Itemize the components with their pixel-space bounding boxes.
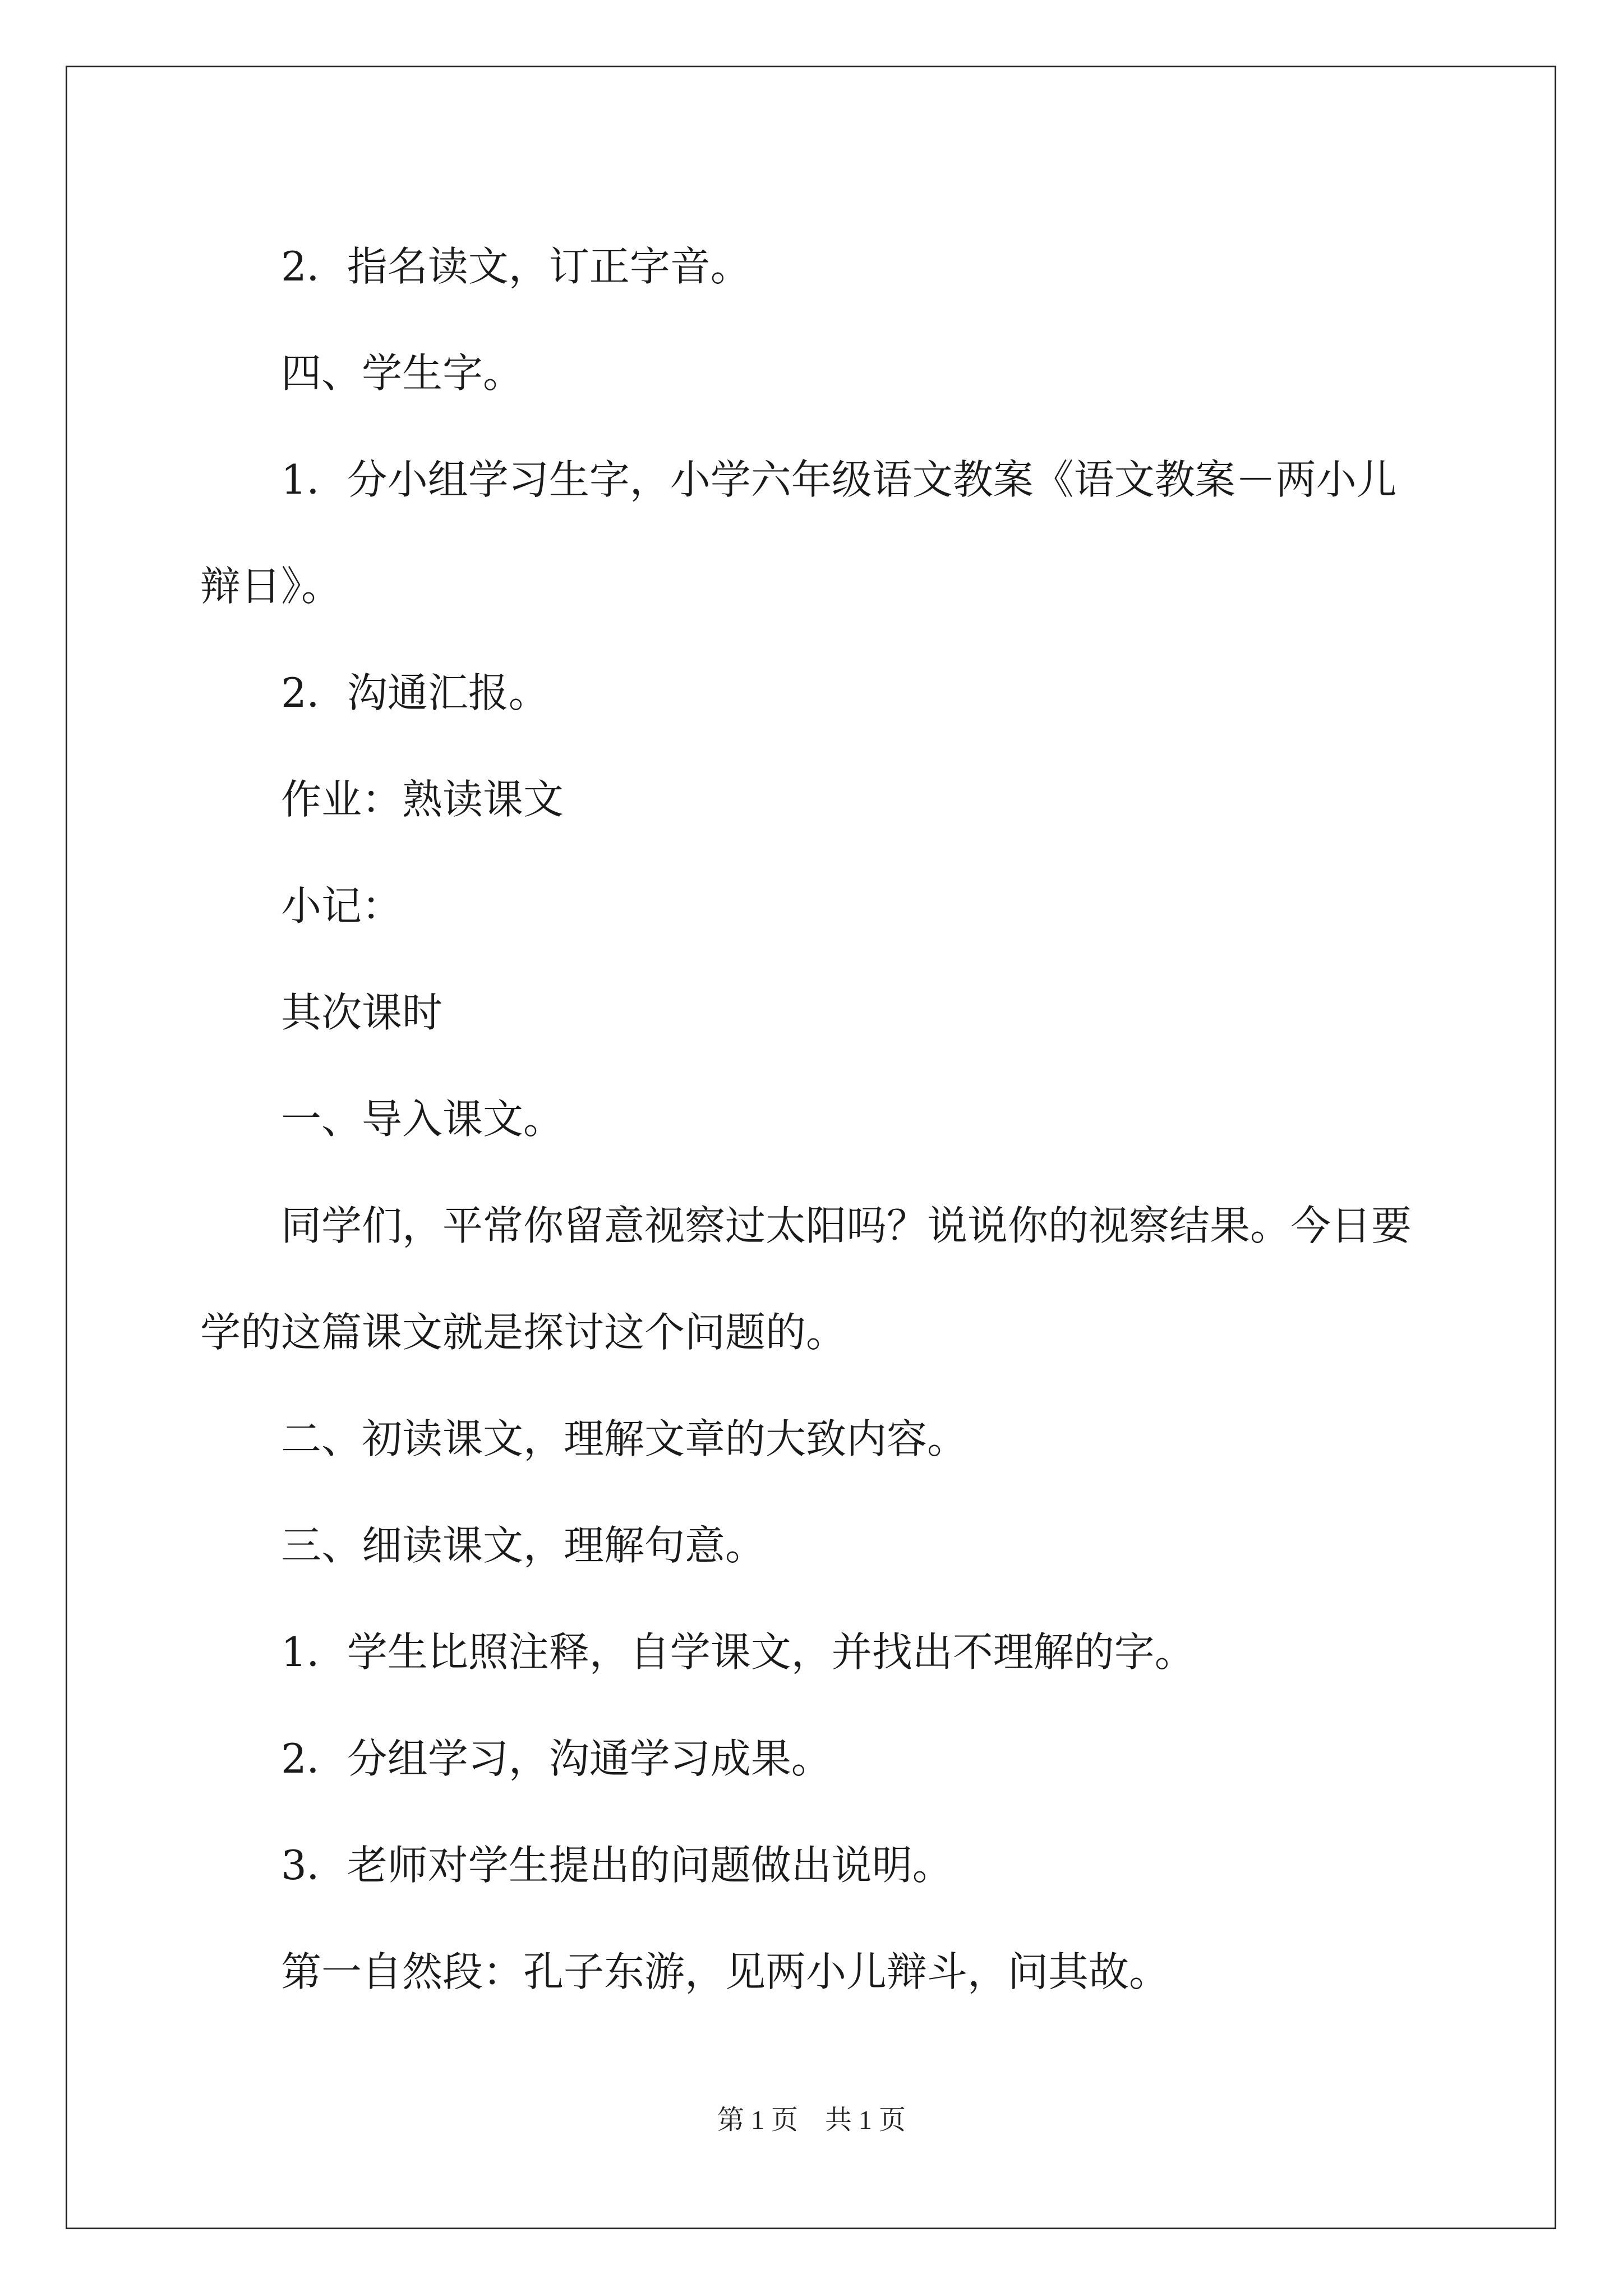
paragraph: 其次课时 [281, 989, 443, 1036]
paragraph: 二、初读课文，理解文章的大致内容。 [281, 1415, 968, 1462]
paragraph: 小记： [281, 882, 403, 930]
paragraph: 第一自然段：孔子东游，见两小儿辩斗，问其故。 [281, 1948, 1170, 1995]
paragraph: 1．分小组学习生字，小学六年级语文教案《语文教案－两小儿辩日》。 [200, 456, 1397, 610]
paragraph: 四、学生字。 [281, 349, 524, 397]
paragraph: 2．指名读文，订正字音。 [281, 243, 751, 290]
paragraph: 3．老师对学生提出的问题做出说明。 [281, 1842, 953, 1889]
page-number-footer: 第 1 页 共 1 页 [717, 2105, 906, 2135]
paragraph: 同学们，平常你留意视察过太阳吗？说说你的视察结果。今日要学的这篇课文就是探讨这个问题的。 [200, 1202, 1412, 1356]
paragraph: 三、细读课文，理解句意。 [281, 1522, 766, 1569]
paragraph: 1．学生比照注释，自学课文，并找出不理解的字。 [281, 1628, 1195, 1676]
document-body [200, 213, 1434, 2025]
paragraph: 作业：熟读课文 [281, 776, 564, 823]
paragraph: 一、导入课文。 [281, 1096, 564, 1143]
paragraph: 2．沟通汇报。 [281, 669, 549, 716]
paragraph: 2．分组学习，沟通学习成果。 [281, 1735, 832, 1782]
